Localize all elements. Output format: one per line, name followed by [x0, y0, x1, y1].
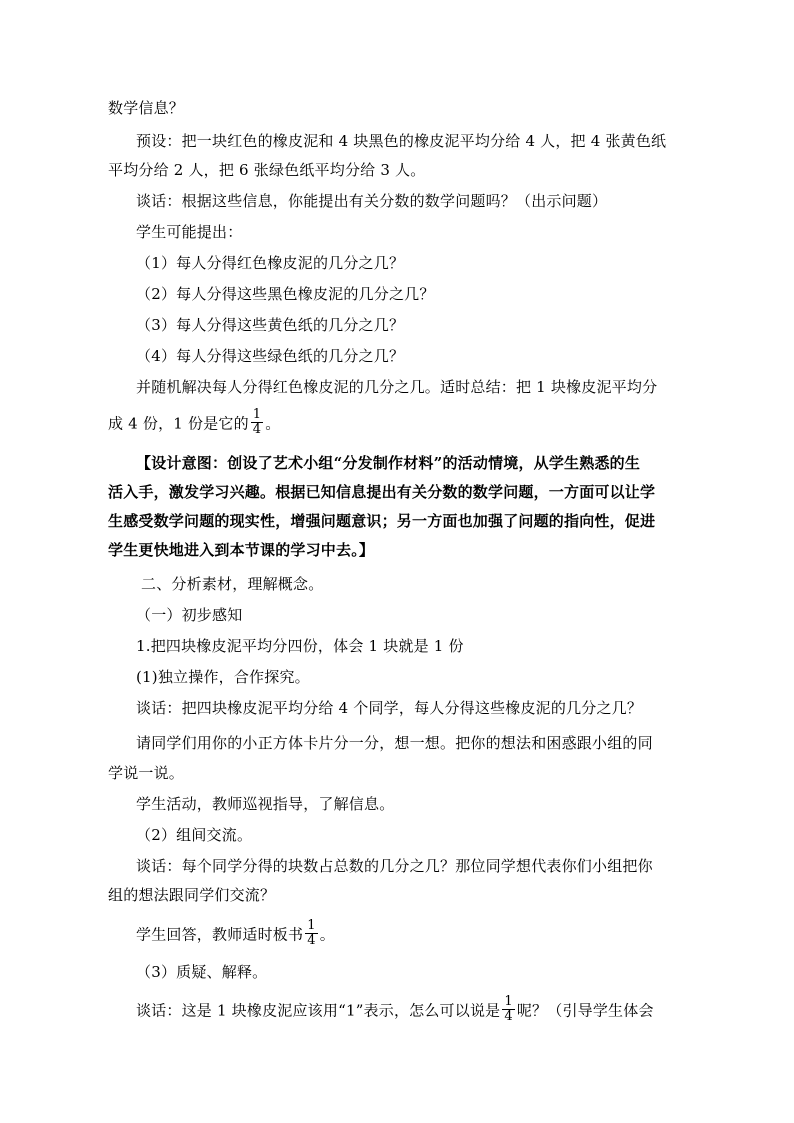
text-line: 数学信息？ — [108, 99, 185, 117]
text-line: 学说一说。 — [108, 764, 185, 782]
text-line: 并随机解决每人分得红色橡皮泥的几分之几。适时总结：把 1 块橡皮泥平均分 — [136, 378, 658, 396]
fraction — [305, 919, 317, 948]
text-line: （3）每人分得这些黄色纸的几分之几？ — [136, 316, 405, 334]
text-line: 学生可能提出： — [136, 223, 243, 241]
text-segment: 学生回答，教师适时板书 — [136, 925, 304, 944]
text-line: 预设：把一块红色的橡皮泥和 4 块黑色的橡皮泥平均分给 4 人，把 4 张黄色纸 — [136, 132, 667, 150]
text-line: （2）组间交流。 — [136, 826, 253, 844]
fraction-denominator: 4 — [307, 933, 316, 948]
text-line: （1）每人分得红色橡皮泥的几分之几？ — [136, 254, 405, 272]
text-line: 谈话：每个同学分得的块数占总数的几分之几？那位同学想代表你们小组把你 — [136, 857, 653, 875]
design-intent-line: 生感受数学问题的现实性，增强问题意识；另一方面也加强了问题的指向性，促进 — [108, 512, 656, 530]
text-line: 1.把四块橡皮泥平均分四份，体会 1 块就是 1 份 — [136, 637, 464, 655]
fraction — [502, 995, 514, 1024]
fraction — [251, 408, 263, 437]
design-intent-line: 活入手，激发学习兴趣。根据已知信息提出有关分数的数学问题，一方面可以让学 — [108, 483, 656, 501]
text-line: （4）每人分得这些绿色纸的几分之几？ — [136, 347, 405, 365]
text-line — [108, 407, 688, 439]
text-line: 组的想法跟同学们交流？ — [108, 886, 276, 904]
text-line: 平均分给 2 人，把 6 张绿色纸平均分给 3 人。 — [108, 161, 426, 179]
text-line: （2）每人分得这些黑色橡皮泥的几分之几？ — [136, 285, 435, 303]
fraction-denominator: 4 — [252, 422, 262, 437]
text-line: 请同学们用你的小正方体卡片分一分，想一想。把你的想法和困惑跟小组的同 — [136, 734, 653, 752]
text-segment: 。 — [319, 925, 335, 944]
text-line — [136, 918, 716, 950]
text-line: 谈话：根据这些信息，你能提出有关分数的数学问题吗？（出示问题） — [136, 192, 608, 210]
fraction-numerator: 1 — [504, 994, 513, 1009]
design-intent-line: 学生更快地进入到本节课的学习中去。】 — [108, 541, 375, 559]
text-segment: 谈话：这是 1 块橡皮泥应该用“1”表示，怎么可以说是 — [136, 1001, 501, 1020]
text-segment: 呢？（引导学生体会 — [516, 1001, 654, 1020]
text-segment: 。 — [265, 414, 281, 433]
fraction-numerator: 1 — [252, 407, 262, 422]
text-line: 谈话：把四块橡皮泥平均分给 4 个同学，每人分得这些橡皮泥的几分之几？ — [136, 699, 643, 717]
text-line: 学生活动，教师巡视指导，了解信息。 — [136, 795, 395, 813]
section-heading: 二、分析素材，理解概念。 — [141, 575, 324, 593]
fraction-denominator: 4 — [504, 1009, 513, 1024]
subsection-heading: （一）初步感知 — [136, 606, 243, 624]
text-segment: 成 4 份，1 份是它的 — [108, 414, 249, 433]
fraction-numerator: 1 — [307, 918, 316, 933]
text-line: （3）质疑、解释。 — [136, 963, 268, 981]
text-line: (1)独立操作，合作探究。 — [136, 668, 310, 686]
text-line — [136, 994, 716, 1026]
design-intent-line: 【设计意图：创设了艺术小组“分发制作材料”的活动情境，从学生熟悉的生 — [136, 454, 641, 472]
